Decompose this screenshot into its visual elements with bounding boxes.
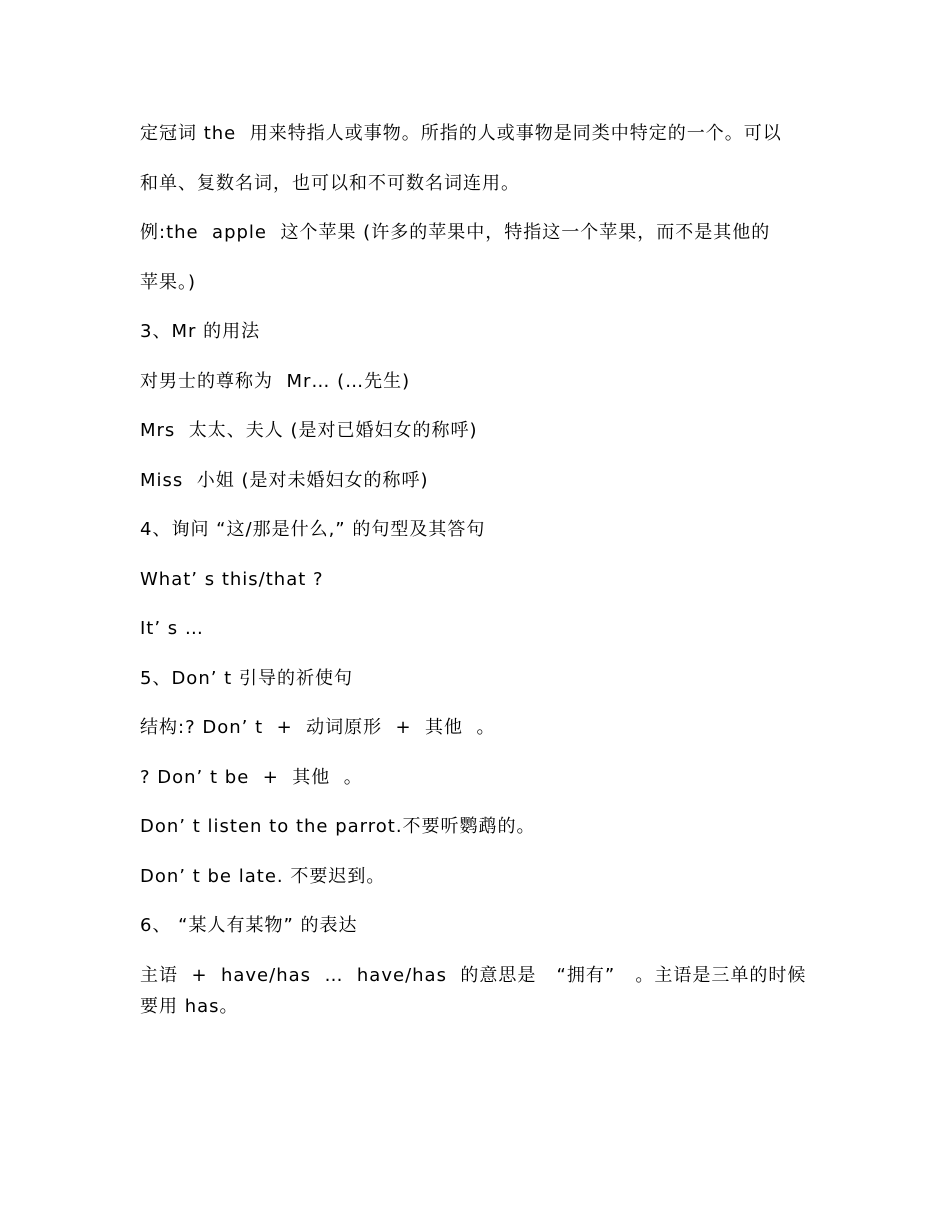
paragraph-definite-article: 定冠词 the 用来特指人或事物。所指的人或事物是同类中特定的一个。可以 [140, 123, 782, 144]
paragraph-example-apple-end: 苹果。) [140, 271, 197, 293]
paragraph-dont-be-late: Don’ t be late. 不要迟到。 [140, 865, 386, 887]
paragraph-example-apple: 例:the apple 这个苹果 (许多的苹果中，特指这一个苹果，而不是其他的 [140, 222, 771, 243]
section-heading-dont: 5、Don’ t 引导的祈使句 [140, 667, 353, 689]
paragraph-mr: 对男士的尊称为 Mr… (…先生) [140, 370, 411, 392]
paragraph-whats-this: What’ s this/that ? [140, 568, 324, 590]
section-heading-what-is: 4、询问 “这/那是什么,” 的句型及其答句 [140, 519, 486, 540]
paragraph-have-has: 主语 + have/has … have/has 的意思是 “拥有” 。主语是三单的时候要用 has。 [140, 964, 807, 1017]
paragraph-dont-be: ? Don’ t be + 其他 。 [140, 766, 363, 788]
paragraph-dont-listen: Don’ t listen to the parrot.不要听鹦鹉的。 [140, 816, 536, 837]
section-heading-have: 6、 “某人有某物” 的表达 [140, 915, 358, 936]
section-heading-mr: 3、Mr 的用法 [140, 321, 261, 342]
document-body [140, 118, 808, 1022]
paragraph-miss: Miss 小姐 (是对未婚妇女的称呼) [140, 469, 429, 491]
paragraph-its: It’ s … [140, 618, 204, 639]
paragraph-structure: 结构:? Don’ t + 动词原形 + 其他 。 [140, 717, 496, 738]
paragraph-mrs: Mrs 太太、夫人 (是对已婚妇女的称呼) [140, 420, 478, 441]
paragraph-noun-usage: 和单、复数名词，也可以和不可数名词连用。 [140, 172, 520, 194]
